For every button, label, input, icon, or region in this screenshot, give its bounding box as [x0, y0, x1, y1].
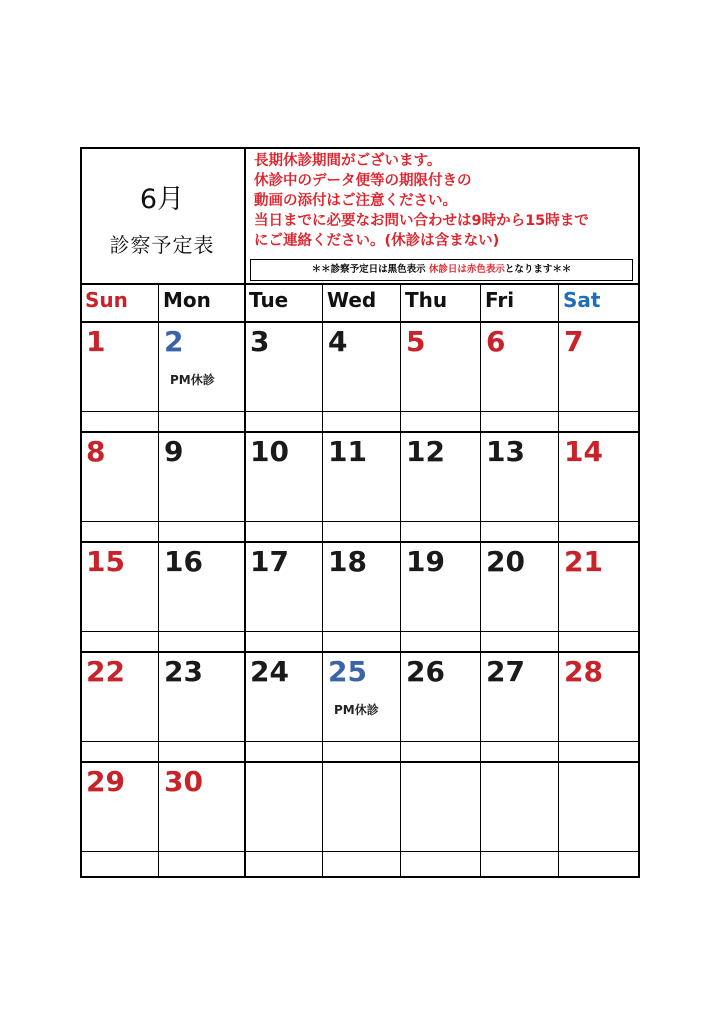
legend-open-text: ＊＊診察予定日は黒色表示: [311, 264, 426, 275]
day-number: 5: [406, 325, 426, 358]
day-number: 19: [406, 545, 445, 578]
schedule-subtitle: 診察予定表: [109, 233, 215, 257]
day-cell: [158, 431, 244, 521]
weekday-header: Sat: [563, 288, 601, 312]
day-cell: [400, 321, 480, 411]
pm-closed-note: PM休診: [170, 373, 215, 387]
day-number: 30: [164, 765, 203, 798]
day-cell: [244, 321, 322, 411]
day-cell: [80, 321, 158, 411]
weekday-header: Fri: [485, 288, 515, 312]
day-number: 28: [564, 655, 603, 688]
day-cell: [558, 651, 636, 741]
day-cell: [158, 321, 244, 411]
weekday-header: Tue: [249, 288, 289, 312]
day-number: 2: [164, 325, 184, 358]
day-number: 29: [86, 765, 125, 798]
day-cell: [480, 651, 558, 741]
day-cell: [558, 431, 636, 521]
day-cell: [158, 541, 244, 631]
day-cell: [322, 541, 400, 631]
pm-closed-note: PM休診: [334, 703, 379, 717]
day-number: 15: [86, 545, 125, 578]
week-strip-line: [80, 521, 638, 522]
day-cell: [244, 541, 322, 631]
day-cell: [558, 761, 636, 851]
closure-notice: [254, 151, 638, 251]
day-cell: [322, 431, 400, 521]
day-cell: [80, 761, 158, 851]
day-number: 8: [86, 435, 106, 468]
day-cell: [558, 541, 636, 631]
color-legend: [250, 259, 633, 281]
day-cell: [400, 761, 480, 851]
day-number: 24: [250, 655, 289, 688]
day-number: 6: [486, 325, 506, 358]
day-cell: [480, 761, 558, 851]
day-cell: [480, 541, 558, 631]
weekday-header: Thu: [405, 288, 448, 312]
day-cell: [400, 431, 480, 521]
weekday-header: Sun: [85, 288, 128, 312]
day-number: 11: [328, 435, 367, 468]
day-number: 20: [486, 545, 525, 578]
day-number: 14: [564, 435, 603, 468]
header-divider: [80, 283, 638, 285]
week-strip-line: [80, 631, 638, 632]
legend-tail-text: となります＊＊: [504, 264, 572, 275]
day-cell: [558, 321, 636, 411]
day-number: 22: [86, 655, 125, 688]
day-cell: [480, 431, 558, 521]
calendar-sheet: [80, 147, 638, 876]
day-cell: [80, 541, 158, 631]
day-number: 4: [328, 325, 348, 358]
day-cell: [80, 651, 158, 741]
notice-line: 長期休診期間がございます。: [254, 153, 442, 169]
day-cell: [158, 651, 244, 741]
notice-line: 当日までに必要なお問い合わせは9時から15時まで: [254, 213, 589, 229]
title-box: [80, 147, 246, 283]
day-number: 12: [406, 435, 445, 468]
weekday-header: Wed: [327, 288, 377, 312]
day-number: 1: [86, 325, 106, 358]
day-cell: [244, 651, 322, 741]
week-strip-line: [80, 741, 638, 742]
day-cell: [400, 541, 480, 631]
day-number: 21: [564, 545, 603, 578]
day-number: 25: [328, 655, 367, 688]
day-cell: [322, 321, 400, 411]
day-cell: [322, 761, 400, 851]
notice-line: にご連絡ください。(休診は含まない): [254, 233, 500, 249]
day-cell: [322, 651, 400, 741]
day-number: 16: [164, 545, 203, 578]
day-number: 7: [564, 325, 584, 358]
day-cell: [80, 431, 158, 521]
day-cell: [244, 431, 322, 521]
day-cell: [158, 761, 244, 851]
week-strip-line: [80, 411, 638, 412]
day-number: 18: [328, 545, 367, 578]
month-title: 6月: [139, 184, 185, 215]
weekday-header: Mon: [163, 288, 211, 312]
day-number: 9: [164, 435, 184, 468]
day-cell: [244, 761, 322, 851]
day-number: 27: [486, 655, 525, 688]
legend-closed-text: 休診日は赤色表示: [428, 264, 505, 275]
day-number: 17: [250, 545, 289, 578]
week-strip-line: [80, 851, 638, 852]
day-number: 23: [164, 655, 203, 688]
day-number: 13: [486, 435, 525, 468]
day-cell: [400, 651, 480, 741]
day-number: 3: [250, 325, 270, 358]
notice-line: 休診中のデータ便等の期限付きの: [254, 173, 472, 189]
day-cell: [480, 321, 558, 411]
day-number: 26: [406, 655, 445, 688]
notice-line: 動画の添付はご注意ください。: [254, 193, 457, 209]
day-number: 10: [250, 435, 289, 468]
